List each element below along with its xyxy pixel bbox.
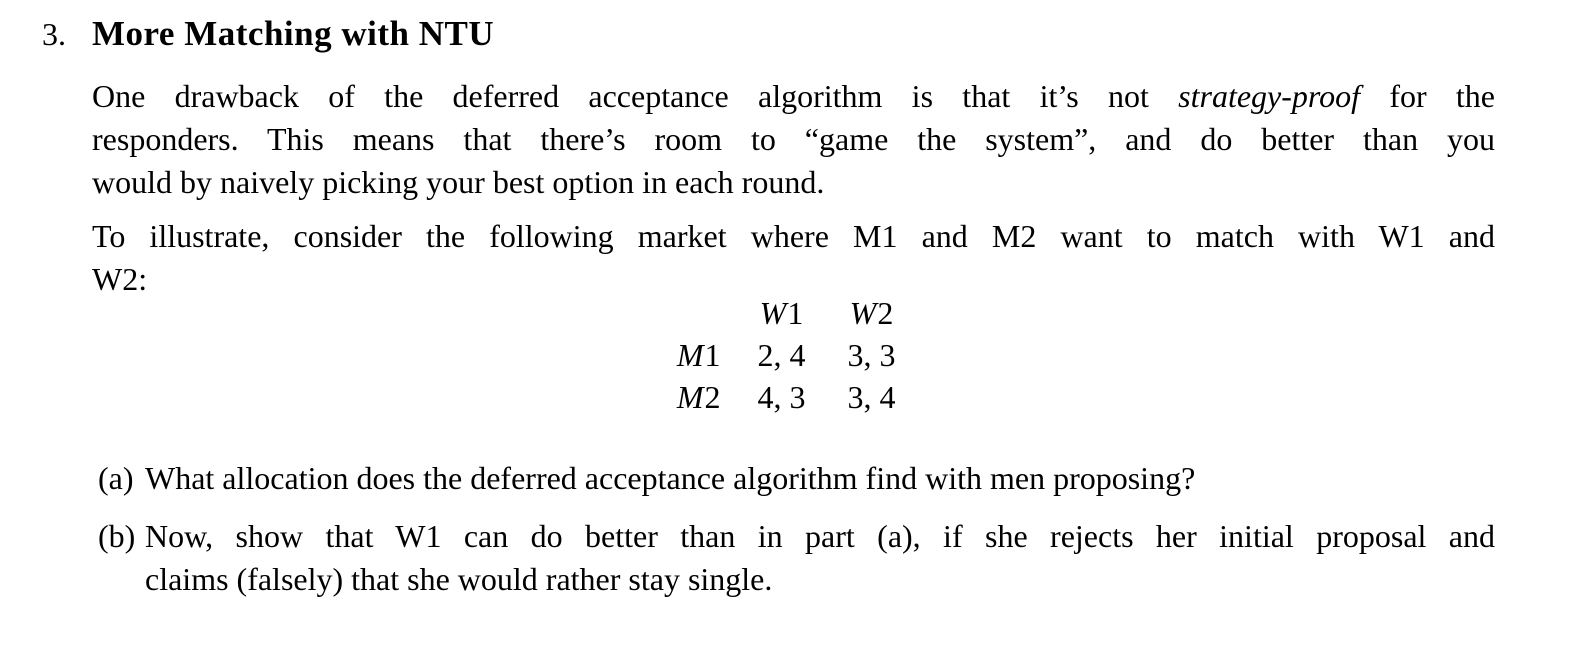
col-header-w2 bbox=[827, 292, 917, 334]
payoff-cell-m2-w1: 4, 3 bbox=[757, 379, 806, 415]
line1-pre-text: One drawback of the deferred acceptance algorithm is that it’s not bbox=[92, 78, 1179, 114]
problem-number: 3. bbox=[42, 16, 66, 52]
row-label-m1 bbox=[671, 334, 737, 376]
paragraph-drawback-line2: responders. This means that there’s room to “game the system”, and do better than you bbox=[92, 121, 1495, 157]
line1-post-text: for the bbox=[1360, 78, 1496, 114]
payoff-table-header-row bbox=[671, 292, 917, 334]
payoff-table-container bbox=[92, 292, 1495, 418]
payoff-cell-m1-w1: 2, 4 bbox=[757, 337, 806, 373]
row-label-m1-letter: M bbox=[676, 337, 704, 373]
col-header-w1-digit: 1 bbox=[787, 295, 804, 331]
list-item-a bbox=[98, 457, 1495, 500]
paragraph-illustrate-line2: W2: bbox=[92, 261, 148, 297]
payoff-table bbox=[671, 292, 917, 418]
col-header-w1-letter: W bbox=[759, 295, 787, 331]
item-b-line1: Now, show that W1 can do better than in part (a), if she rejects her initial proposal and bbox=[145, 518, 1495, 554]
paragraph-drawback-line3: would by naively picking your best option in each round. bbox=[92, 164, 825, 200]
row-label-m2-digit: 2 bbox=[704, 379, 721, 415]
col-header-w2-letter: W bbox=[849, 295, 877, 331]
problem-heading bbox=[42, 11, 495, 64]
col-header-w2-digit: 2 bbox=[877, 295, 894, 331]
item-a-label: (a) bbox=[98, 460, 134, 496]
paragraph-illustrate-line1: To illustrate, consider the following market where M1 and M2 want to match with W1 and bbox=[92, 218, 1495, 254]
problem-title: More Matching with NTU bbox=[92, 14, 495, 53]
payoff-table-row-m2 bbox=[671, 376, 917, 418]
paragraph-drawback-line1 bbox=[92, 75, 1495, 118]
item-b-label: (b) bbox=[98, 518, 136, 554]
table-corner-cell bbox=[671, 292, 737, 334]
col-header-w1 bbox=[737, 292, 827, 334]
text-column bbox=[42, 0, 1496, 660]
payoff-cell-m1-w2: 3, 3 bbox=[847, 337, 896, 373]
strategy-proof-italic-term: strategy-proof bbox=[1178, 78, 1361, 114]
row-label-m2 bbox=[671, 376, 737, 418]
paragraph-drawback bbox=[92, 75, 1495, 204]
item-a-line1: What allocation does the deferred acceptance algorithm find with men proposing? bbox=[145, 460, 1196, 496]
payoff-cell-m2-w2: 3, 4 bbox=[847, 379, 896, 415]
row-label-m2-letter: M bbox=[676, 379, 704, 415]
paragraph-illustrate bbox=[92, 215, 1495, 301]
payoff-table-row-m1 bbox=[671, 334, 917, 376]
item-b-line2: claims (falsely) that she would rather stay single. bbox=[145, 561, 773, 597]
row-label-m1-digit: 1 bbox=[704, 337, 721, 373]
list-item-b bbox=[98, 515, 1495, 601]
